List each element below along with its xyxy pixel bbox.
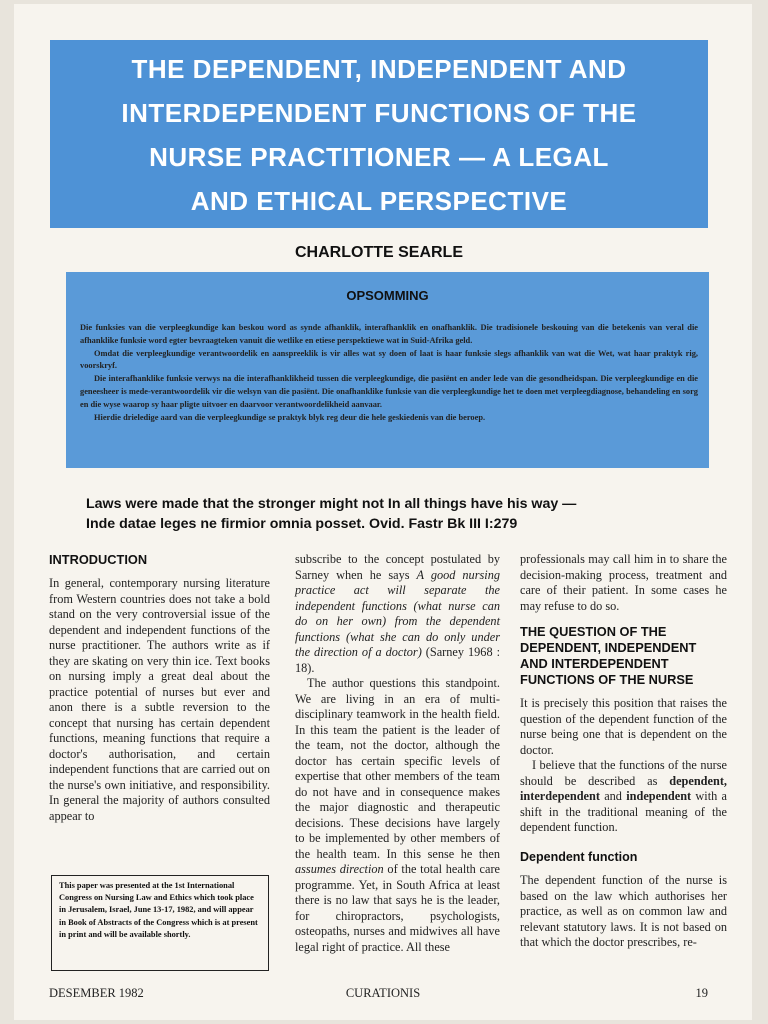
summary-paragraph: Hierdie drieledige aard van die verpleegkundige se praktyk blyk reg deur die hele geskiedenis van die beroep. (94, 412, 486, 422)
question-heading: THE QUESTION OF THE DEPENDENT, INDEPENDENT AND INTERDEPENDENT FUNCTIONS OF THE NURSE (520, 624, 697, 687)
teamwork-emphasis: assumes direction (295, 862, 384, 876)
epigraph-quote (86, 494, 726, 534)
belief-tail: with a shift in the traditional meaning of the dependent function. (520, 789, 727, 834)
teamwork-paragraph (295, 676, 500, 955)
author-name: CHARLOTTE SEARLE (295, 244, 463, 261)
summary-text (80, 322, 698, 424)
sarney-lead: subscribe to the concept postulated by Sarney when he says (295, 552, 500, 582)
teamwork-tail: of the total health care programme. Yet, in South Africa at least there is no law that says he is the leader, for chiropractors, psychologists, osteopaths, nurses and midwives all have legal right of practice. All these (295, 862, 501, 954)
belief-and: and (604, 789, 622, 803)
summary-paragraph: Die funksies van die verpleegkundige kan beskou word as synde afhanklik, interafhanklik en onafhanklik. Die tradisionele beskouing van die betekenis van veral die afhanklike funksie word egter bevraagteken vanuit die wetlike en etiese perspektiewe wat in Suid-Afrika geld. (80, 323, 698, 345)
conference-note-box (51, 875, 269, 971)
dependent-function-heading: Dependent function (520, 849, 638, 864)
sarney-paragraph (295, 552, 500, 676)
title-line-2: INTERDEPENDENT FUNCTIONS OF THE (121, 98, 637, 128)
belief-paragraph (520, 758, 727, 836)
summary-paragraph: Omdat die verpleegkundige verantwoordelik en aanspreeklik is vir alles wat sy doen of laat is haar funksie slegs afhanklik van wat die Wet, wat haar praktyk rig, voorskryf. (80, 348, 698, 371)
dependent-function-paragraph: The dependent function of the nurse is based on the law which authorises her practice, as well as on common law and relevant statutory laws. It is not based on that which the doctor prescribes, re- (520, 873, 727, 949)
quote-line-1: Laws were made that the stronger might not In all things have his way — (86, 496, 577, 512)
footer-page-number: 19 (695, 986, 708, 1000)
column-3 (520, 552, 727, 951)
belief-bold-2: independent (626, 789, 692, 803)
summary-heading: OPSOMMING (346, 288, 429, 303)
position-paragraph: It is precisely this position that raises the question of the dependent function of the nurse being one that is dependent on the doctor. (520, 696, 727, 757)
footer-journal: CURATIONIS (345, 986, 421, 1000)
journal-page (14, 4, 752, 1020)
belief-bold-1: dependent, interdependent (520, 773, 727, 803)
introduction-paragraph: In general, contemporary nursing literature from Western countries does not take a bold stand on the very controversial issue of the dependent and independent functions of the nurse practitioner. The authors write as if they are skating on very thin ice. Text books on nursing imply a great deal about the practice potential of nurses but ever and anon there is a subtle reversion to the concept that nursing has certain dependent functions, meaning functions that require a doctor's authorisation, and certain independent functions that are carried out on the nurse's own initiative, and responsibility. In general the majority of authors consulted appear to (49, 576, 270, 823)
sarney-quote: A good nursing practice act will separate the independent functions (what nurse can do on her own) from the dependent functions (what she can do only under the direction of a doctor) (295, 567, 500, 659)
column-2 (295, 552, 500, 955)
conference-note-text: This paper was presented at the 1st International Congress on Nursing Law and Ethics which took place in Jerusalem, Israel, June 13-17, 1982, and will appear in Book of Abstracts of the Congress which is at present in print and will be available shortly. (59, 881, 258, 939)
introduction-heading: INTRODUCTION (49, 552, 148, 567)
sarney-citation: (Sarney 1968 : 18). (295, 645, 500, 675)
summary-paragraph: Die interafhanklike funksie verwys na die interafhanklikheid tussen die verpleegkundige, die pasiënt en ander lede van die gesondheidspan. Die verpleegkundige en die geneesheer is mede-verantwoordelik vir die welsyn van die pasiënt. Die onafhanklike funksie van die verpleegkundige het te doen met verpleegdiagnose, behandeling en sorg en die wyse waarop sy haar pligte uitvoer en daarvoor verantwoordelikheid aanvaar. (80, 374, 698, 409)
title-line-3: NURSE PRACTITIONER — A LEGAL (149, 142, 609, 172)
teamwork-lead: The author questions this standpoint. We are living in an era of multi-disciplinary teamwork in the health field. In this team the patient is the leader of the team, not the doctor, although the doctor has certain specific levels of expertise that other members of the team do not have and in consequence makes the major diagnostic and therapeutic decisions. These decisions have largely to be implemented by other members of the health team. In this sense he then (295, 676, 500, 861)
title-line-1: THE DEPENDENT, INDEPENDENT AND (131, 54, 627, 84)
belief-lead: I believe that the functions of the nurse should be described as (520, 758, 727, 788)
title-line-4: AND ETHICAL PERSPECTIVE (190, 186, 568, 216)
title-banner (50, 40, 708, 228)
column-1 (49, 552, 270, 824)
professionals-paragraph: professionals may call him in to share the decision-making process, treatment and care of their patient. In some cases he may refuse to do so. (520, 552, 727, 613)
summary-box (66, 272, 709, 468)
quote-line-2: Inde datae leges ne firmior omnia posset. Ovid. Fastr Bk III I:279 (86, 516, 518, 532)
footer-date: DESEMBER 1982 (49, 986, 144, 1000)
